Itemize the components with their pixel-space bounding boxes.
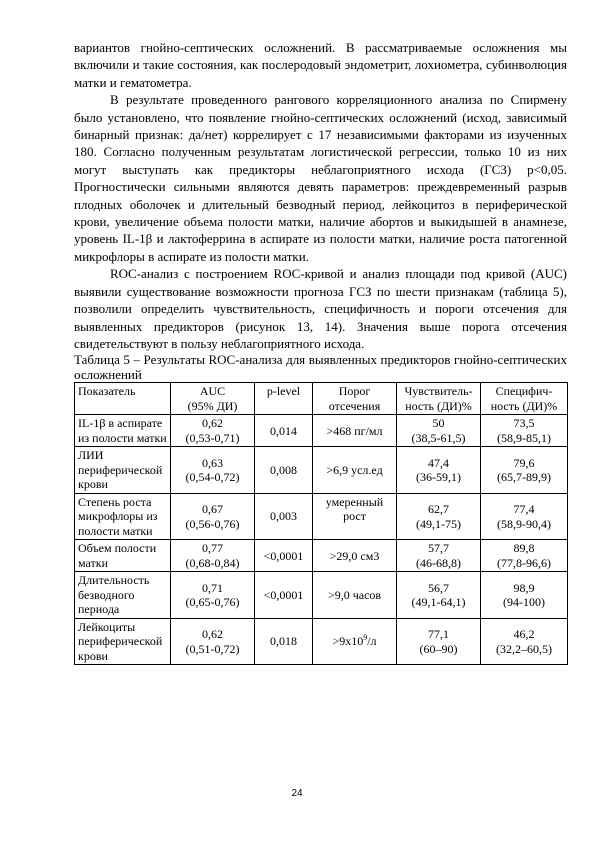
header-threshold-line1: Порог — [338, 384, 371, 399]
table-caption: Таблица 5 – Результаты ROC-анализа для выявленных предикторов гнойно-септических осложнений — [74, 352, 567, 383]
cell-specificity — [481, 618, 568, 665]
paragraph-intro: вариантов гнойно-септических осложнений. В рассматриваемые осложнения мы включили и такие состояния, как послеродовый эндометрит, лохиометра, субинволюция матки и гематометра. — [74, 40, 567, 90]
sensitivity-value: 62,7 — [428, 502, 449, 517]
header-specificity — [481, 383, 568, 415]
header-specificity-line1: Специфич- — [495, 384, 553, 399]
cell-specificity — [481, 493, 568, 540]
cell-sensitivity — [397, 618, 481, 665]
auc-value: 0,71 — [202, 580, 223, 595]
cell-p-level: 0,003 — [255, 493, 313, 540]
specificity-ci: (58,9-85,1) — [497, 430, 551, 445]
header-threshold — [313, 383, 397, 415]
table-row — [75, 447, 568, 494]
cell-indicator: Длительность безводного периода — [75, 572, 171, 619]
table-body — [75, 415, 568, 665]
specificity-ci: (58,9-90,4) — [497, 516, 551, 531]
cell-specificity — [481, 415, 568, 447]
header-sensitivity-line1: Чувствитель- — [404, 384, 473, 399]
cell-specificity — [481, 572, 568, 619]
threshold-value: умеренный рост — [325, 494, 384, 524]
cell-p-level: 0,014 — [255, 415, 313, 447]
table-row — [75, 540, 568, 572]
auc-ci: (0,56-0,76) — [185, 516, 240, 531]
table-row — [75, 618, 568, 665]
page-number: 24 — [291, 788, 303, 799]
cell-threshold — [313, 618, 397, 665]
threshold-value: >29,0 см3 — [329, 548, 380, 563]
cell-threshold — [313, 493, 397, 540]
specificity-ci: (32,2–60,5) — [496, 641, 552, 656]
threshold-value: >9x10 — [332, 634, 364, 649]
cell-p-level: 0,008 — [255, 447, 313, 494]
header-auc — [171, 383, 255, 415]
auc-ci: (0,65-0,76) — [185, 595, 240, 610]
sensitivity-ci: (60–90) — [419, 641, 458, 656]
table-row — [75, 415, 568, 447]
cell-sensitivity — [397, 415, 481, 447]
cell-specificity — [481, 447, 568, 494]
header-p-level: p-level — [255, 383, 313, 415]
header-auc-line1: AUC — [199, 384, 226, 399]
header-sensitivity — [397, 383, 481, 415]
sensitivity-value: 47,4 — [428, 455, 449, 470]
cell-threshold — [313, 572, 397, 619]
auc-ci: (0,51-0,72) — [185, 641, 240, 656]
sensitivity-value: 50 — [432, 416, 445, 431]
auc-value: 0,62 — [202, 416, 223, 431]
threshold-value: >468 пг/мл — [326, 423, 383, 438]
header-sensitivity-line2: ность (ДИ)% — [405, 398, 472, 413]
specificity-value: 77,4 — [513, 502, 535, 517]
cell-sensitivity — [397, 572, 481, 619]
auc-value: 0,67 — [202, 502, 223, 517]
cell-indicator: Объем полости матки — [75, 540, 171, 572]
cell-indicator: Лейкоциты периферической крови — [75, 618, 171, 665]
paragraph-roc: ROC-анализ с построением ROC-кривой и анализ площади под кривой (AUC) выявили существование возможности прогноза ГСЗ по шести признакам (таблица 5), позволили определить чувствительность, специфичность и пороги отсечения для выявленных предикторов (рисунок 13, 14). Значения выше порога отсечения свидетельствуют в пользу неблагоприятного исхода. — [74, 266, 567, 351]
threshold-value: >6,9 усл.ед — [326, 462, 383, 477]
sensitivity-value: 57,7 — [428, 541, 449, 556]
cell-threshold — [313, 540, 397, 572]
auc-value: 0,62 — [202, 627, 223, 642]
auc-value: 0,77 — [202, 541, 223, 556]
specificity-ci: (77,8-96,6) — [497, 555, 551, 570]
cell-auc — [171, 447, 255, 494]
sensitivity-ci: (46-68,8) — [416, 555, 461, 570]
cell-threshold — [313, 447, 397, 494]
sensitivity-ci: (38,5-61,5) — [411, 430, 466, 445]
cell-auc — [171, 572, 255, 619]
header-auc-line2: (95% ДИ) — [187, 398, 238, 413]
specificity-ci: (65,7-89,9) — [497, 470, 551, 485]
roc-results-table — [74, 382, 568, 665]
cell-p-level: <0,0001 — [255, 540, 313, 572]
cell-sensitivity — [397, 493, 481, 540]
cell-p-level: 0,018 — [255, 618, 313, 665]
cell-sensitivity — [397, 447, 481, 494]
page-body — [74, 39, 567, 665]
threshold-unit: /л — [367, 634, 377, 649]
sensitivity-ci: (49,1-64,1) — [411, 595, 466, 610]
auc-ci: (0,68-0,84) — [185, 555, 240, 570]
specificity-value: 89,8 — [513, 541, 535, 556]
auc-value: 0,63 — [202, 455, 223, 470]
cell-sensitivity — [397, 540, 481, 572]
sensitivity-ci: (36-59,1) — [416, 470, 461, 485]
threshold-exponent: 9 — [363, 633, 368, 643]
sensitivity-value: 77,1 — [428, 627, 449, 642]
sensitivity-value: 56,7 — [428, 580, 449, 595]
threshold-value: >9,0 часов — [327, 587, 382, 602]
specificity-value: 79,6 — [513, 455, 535, 470]
cell-auc — [171, 618, 255, 665]
specificity-ci: (94-100) — [503, 595, 545, 610]
cell-p-level: <0,0001 — [255, 572, 313, 619]
sensitivity-ci: (49,1-75) — [416, 516, 461, 531]
cell-auc — [171, 493, 255, 540]
auc-ci: (0,54-0,72) — [185, 470, 240, 485]
header-threshold-line2: отсечения — [328, 398, 381, 413]
cell-auc — [171, 415, 255, 447]
cell-specificity — [481, 540, 568, 572]
specificity-value: 98,9 — [513, 580, 535, 595]
paragraph-spearman: В результате проведенного рангового корреляционного анализа по Спирмену было установлено, что появление гнойно-септических осложнений (исход, зависимый бинарный признак: да/нет) коррелирует с 17 независимыми факторами из изученных 180. Согласно полученным результатам логистической регрессии, только 10 из них могут выступать как предикторы неблагоприятного исхода (ГСЗ) p<0,05. Прогностически сильными являются девять параметров: преждевременный разрыв плодных оболочек и длительный безводный период, лейкоцитоз в периферической крови, увеличение объема полости матки, наличие абортов и выкидышей в анамнезе, уровень IL-1β и лактоферрина в аспирате из полости матки, наличие роста патогенной микрофлоры в аспирате из полости матки. — [74, 92, 567, 264]
auc-ci: (0,53-0,71) — [185, 430, 240, 445]
header-indicator: Показатель — [75, 383, 171, 415]
cell-threshold — [313, 415, 397, 447]
cell-indicator: ЛИИ периферической крови — [75, 447, 171, 494]
header-specificity-line2: ность (ДИ)% — [490, 398, 558, 413]
specificity-value: 73,5 — [513, 416, 535, 431]
table-row — [75, 572, 568, 619]
cell-indicator: Степень роста микрофлоры из полости матки — [75, 493, 171, 540]
table-header-row — [75, 383, 568, 415]
table-row — [75, 493, 568, 540]
cell-indicator: IL-1β в аспирате из полости матки — [75, 415, 171, 447]
cell-auc — [171, 540, 255, 572]
specificity-value: 46,2 — [513, 627, 535, 642]
